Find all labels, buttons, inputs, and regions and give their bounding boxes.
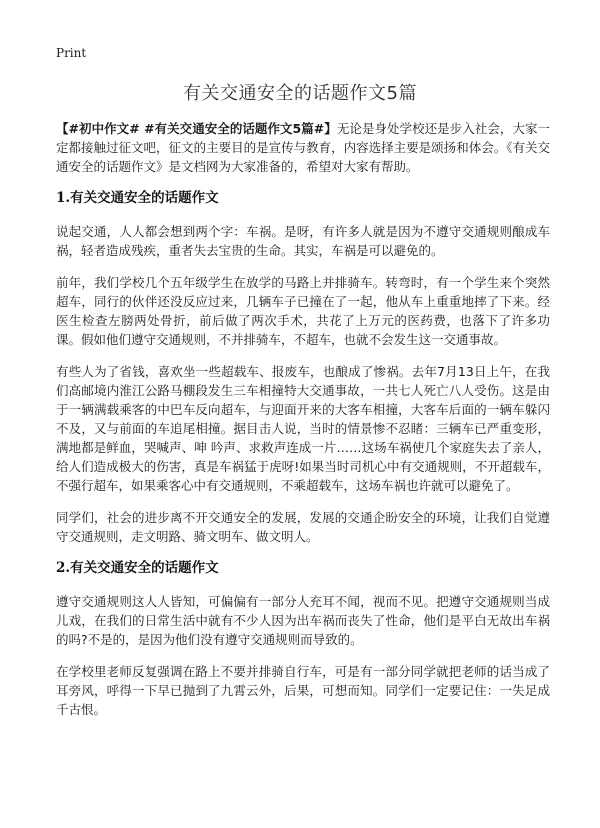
paragraph: 同学们，社会的进步离不开交通安全的发展，发展的交通企盼安全的环境，让我们自觉遵守交通规则，走文明路、骑文明车、做文明人。 bbox=[56, 510, 550, 544]
paragraph: 在学校里老师反复强调在路上不要并排骑自行车，可是有一部分同学就把老师的话当成了耳旁风，呼得一下早已抛到了九霄云外，后果，可想而知。同学们一定要记住：一失足成千古恨。 bbox=[56, 664, 550, 717]
paragraph: 说起交通，人人都会想到两个字：车祸。是呀，有许多人就是因为不遵守交通规则酿成车祸，轻者造成残疾，重者失去宝贵的生命。其实，车祸是可以避免的。 bbox=[56, 224, 550, 258]
article-body bbox=[56, 119, 550, 732]
section-heading: 2.有关交通安全的话题作文 bbox=[56, 560, 219, 576]
paragraph: 遵守交通规则这人人皆知，可偏偏有一部分人充耳不闻，视而不见。把遵守交通规则当成儿戏，在我们的日常生活中就有不少人因为出车祸而丧失了性命，他们是平白无故出车祸的吗?不是的，是因为他们没有遵守交通规则而导致的。 bbox=[56, 594, 550, 647]
section-heading: 1.有关交通安全的话题作文 bbox=[56, 190, 219, 206]
article-tag[interactable]: 【#初中作文# #有关交通安全的话题作文5篇#】 bbox=[56, 121, 337, 136]
paragraph: 前年，我们学校几个五年级学生在放学的马路上并排骑车。转弯时，有一个学生来个突然超车，同行的伙伴还没反应过来，几辆车子已撞在了一起，他从车上重重地摔了下来。经医生检查左膀两处骨折，前后做了两次手术，共花了上万元的医药费，也落下了许多功课。假如他们遵守交通规则，不并排骑车，不超车，也就不会发生这一交通事故。 bbox=[56, 275, 550, 347]
page-title: 有关交通安全的话题作文5篇 bbox=[183, 83, 417, 104]
paragraph: 有些人为了省钱，喜欢坐一些超载车、报废车，也酿成了惨祸。去年7月13日上午，在我们高邮境内淮江公路马棚段发生三车相撞特大交通事故，一共七人死亡八人受伤。这是由于一辆满载乘客的中巴车反向超车，与迎面开来的大客车相撞，大客车后面的一辆车躲闪不及，又与前面的车追尾相撞。据目击人说，当时的情景惨不忍睹：三辆车已严重变形，满地都是鲜血，哭喊声、呻 吟声、求救声连成一片……这场车祸使几个家庭失去了亲人，给人们造成极大的伤害，真是车祸猛于虎呀!如果当时司机心中有交通规则，不开超载车，不强行超车，如果乘客心中有交通规则，不乘超载车，这场车祸也许就可以避免了。 bbox=[56, 364, 550, 493]
intro-text: 无论是身处学校还是步入社会，大家一定都接触过征文吧，征文的主要目的是宣传与教育，内容选择主要是颂扬和体会。《有关交通安全的话题作文》是文档网为大家准备的，希望对大家有帮助。 bbox=[56, 121, 550, 174]
print-link[interactable]: Print bbox=[56, 46, 87, 60]
intro-paragraph bbox=[56, 119, 550, 176]
